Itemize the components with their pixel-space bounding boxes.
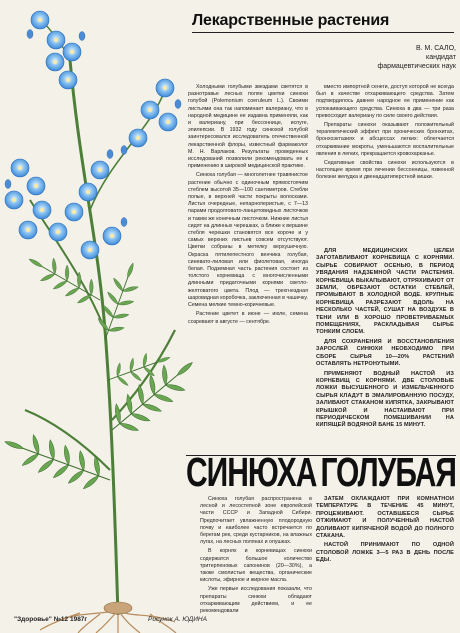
paragraph: ДЛЯ СОХРАНЕНИЯ И ВОССТАНОВЛЕНИЯ ЗАРОСЛЕЙ СИНЮХИ НЕОБХОДИМО ПРИ СБОРЕ СЫРЬЯ 10—20% РАСТЕНИЙ ОСТАВЛЯТЬ НЕТРОНУТЫМИ. bbox=[316, 338, 454, 368]
article-column-right-bottom bbox=[316, 496, 454, 616]
author-title: кандидат bbox=[426, 54, 456, 61]
journal-reference: "Здоровье" №12 1987г bbox=[14, 616, 88, 623]
headline-word-1: СИНЮХА bbox=[186, 451, 317, 496]
flower-cluster-mid bbox=[81, 218, 127, 260]
article-column-right-caps bbox=[316, 248, 454, 463]
section-rubric bbox=[192, 12, 454, 33]
paragraph: Препараты синюхи оказывают положительный терапевтический эффект при хронических бронхитах, бронхоэктазиях и абсцессах легких: облегчается отхаркивание мокроты, уменьшаются воспалительные явления в легких, прекращается кровохарканье. bbox=[316, 122, 454, 157]
paragraph: В корнях и корневищах синюхи содержатся большое количество тритерпеновых сапонинов (20—30%), а также смолистые вещества, органические кислоты, эфирное и жирное масла. bbox=[200, 548, 312, 584]
article-column-left-top bbox=[188, 84, 308, 454]
paragraph: Растение цветет в июне — июле, семена созревают в августе — сентябре. bbox=[188, 311, 308, 325]
paragraph: Холодными голубыми звездами светятся в разнотравье лесных полян цветки синюхи голубой (Polemonium coeruleum L.). Своими листьями она так напоминает валериану, что в народной медицине ее издавна применяли, как и валериану, при бессоннице, испуге, эпилепсии. В 1932 году синюхой голубой заинтересовался исследователь отечественной лекарственной флоры, известный фармаколог М. Н. Варлаков. Результаты проведенных исследований позволили рекомендовать ее к применению в широкой медицинской практике. bbox=[188, 84, 308, 170]
article-column-left-bottom bbox=[200, 496, 312, 616]
paragraph: Синюха голубая распространена в лесной и лесостепной зоне европейской части СССР и Западной Сибири. Предпочитает увлажненную плодородную почву и наиболее часто встречается по берегам рек, среди кустарников, на влажных лугах, на лесных полянах и опушках. bbox=[200, 496, 312, 546]
article-column-right-top bbox=[316, 84, 454, 244]
paragraph: Седативные свойства синюхи используются в настоящее время при лечении бессонницы, язвенной болезни желудка и двенадцатиперстной кишки. bbox=[316, 160, 454, 181]
illustration-credit: Рисунок А. ЮДИНА bbox=[148, 616, 207, 623]
paragraph: ДЛЯ МЕДИЦИНСКИХ ЦЕЛЕЙ ЗАГОТАВЛИВАЮТ КОРНЕВИЩА С КОРНЯМИ. СЫРЬЕ СОБИРАЮТ ОСЕНЬЮ, В ПЕРИОД УВЯДАНИЯ НАДЗЕМНОЙ ЧАСТИ РАСТЕНИЯ. КОРНЕВИЩА ВЫКАПЫВАЮТ, ОТРЯХИВАЮТ ОТ ЗЕМЛИ, ОБРЕЗАЮТ ОСТАТКИ СТЕБЛЕЙ, ПРОМЫВАЮТ В ХОЛОДНОЙ ВОДЕ. КРУПНЫЕ КОРНЕВИЩА РАЗРЕЗАЮТ ВДОЛЬ НА НЕСКОЛЬКО ЧАСТЕЙ, СУШАТ НА ВОЗДУХЕ В ТЕНИ ИЛИ В ХОРОШО ПРОВЕТРИВАЕМЫХ ПОМЕЩЕНИЯХ, РАСКЛАДЫВАЯ СЫРЬЕ ТОНКИМ СЛОЕМ. bbox=[316, 248, 454, 336]
paragraph: вместо импортной сенеги, доступ которой не всегда был в качестве отхаркивающего средства. Затем подтвердилось давнее народное ее применение как успокаивающего средства. Синюха в два — три раза превосходит валериану по силе своего действия. bbox=[316, 84, 454, 119]
paragraph: Уже первые исследования показали, что препараты синюхи обладают отхаркивающим действием, и ее рекомендовали bbox=[200, 586, 312, 615]
author-block bbox=[338, 44, 456, 71]
rubric-title: Лекарственные растения bbox=[192, 12, 390, 29]
author-name: В. М. САЛО, bbox=[416, 45, 456, 52]
paragraph: НАСТОЙ ПРИНИМАЮТ ПО ОДНОЙ СТОЛОВОЙ ЛОЖКЕ 3—5 РАЗ В ДЕНЬ ПОСЛЕ ЕДЫ. bbox=[316, 542, 454, 564]
headline-word-2: ГОЛУБАЯ bbox=[320, 451, 456, 496]
paragraph: ЗАТЕМ ОХЛАЖДАЮТ ПРИ КОМНАТНОЙ ТЕМПЕРАТУРЕ В ТЕЧЕНИЕ 45 МИНУТ, ПРОЦЕЖИВАЮТ. ОСТАВШЕЕСЯ СЫРЬЕ ОТЖИМАЮТ И ПОЛУЧЕННЫЙ НАСТОЙ ДОЛИВАЮТ КИПЯЧЕНОЙ ВОДОЙ ДО ПОЛНОГО СТАКАНА. bbox=[316, 496, 454, 540]
page-footer bbox=[0, 614, 460, 628]
article-headline bbox=[186, 451, 456, 496]
paragraph: Синюха голубая — многолетнее травянистое растение обычно с одиночным прямостоячим стеблем высотой 35—100 сантиметров. Стебли полые, в верхней части покрыты волосками. Листья очередные, непарноперистые, с 7—13 парами продолговато-ланцетовидных листочков и таким же конечным листочком. Нижние листья сидят на длинных черешках, а ближе к вершине стебля черешки становятся все короче и у самых верхних листьев совсем отсутствуют. Цветки собраны в метелку верхушечную. Окраска пятилепестного венчика голубая, синевато-лиловая или фиолетовая, иногда белая. Подземная часть растения состоит из толстого корневища с многочисленными длинными придаточными корнями светло-желтоватого цвета. Плод — трехгнездная шаровидная коробочка, заключенная в чашечку. Семена мелкие темно-коричневые. bbox=[188, 172, 308, 309]
paragraph: ПРИМЕНЯЮТ ВОДНЫЙ НАСТОЙ ИЗ КОРНЕВИЩ С КОРНЯМИ. ДВЕ СТОЛОВЫЕ ЛОЖКИ ВЫСУШЕННОГО И ИЗМЕЛЬЧЕННОГО СЫРЬЯ КЛАДУТ В ЭМАЛИРОВАННУЮ ПОСУДУ, ЗАЛИВАЮТ СТАКАНОМ КИПЯТКА, ЗАКРЫВАЮТ КРЫШКОЙ И НАСТАИВАЮТ ПРИ ПЕРИОДИЧЕСКОМ ПОМЕШИВАНИИ НА КИПЯЩЕЙ ВОДЯНОЙ БАНЕ 15 МИНУТ. bbox=[316, 370, 454, 429]
flower-cluster-top bbox=[27, 11, 85, 89]
flower-cluster-right bbox=[121, 79, 181, 155]
author-title: фармацевтических наук bbox=[377, 63, 456, 70]
